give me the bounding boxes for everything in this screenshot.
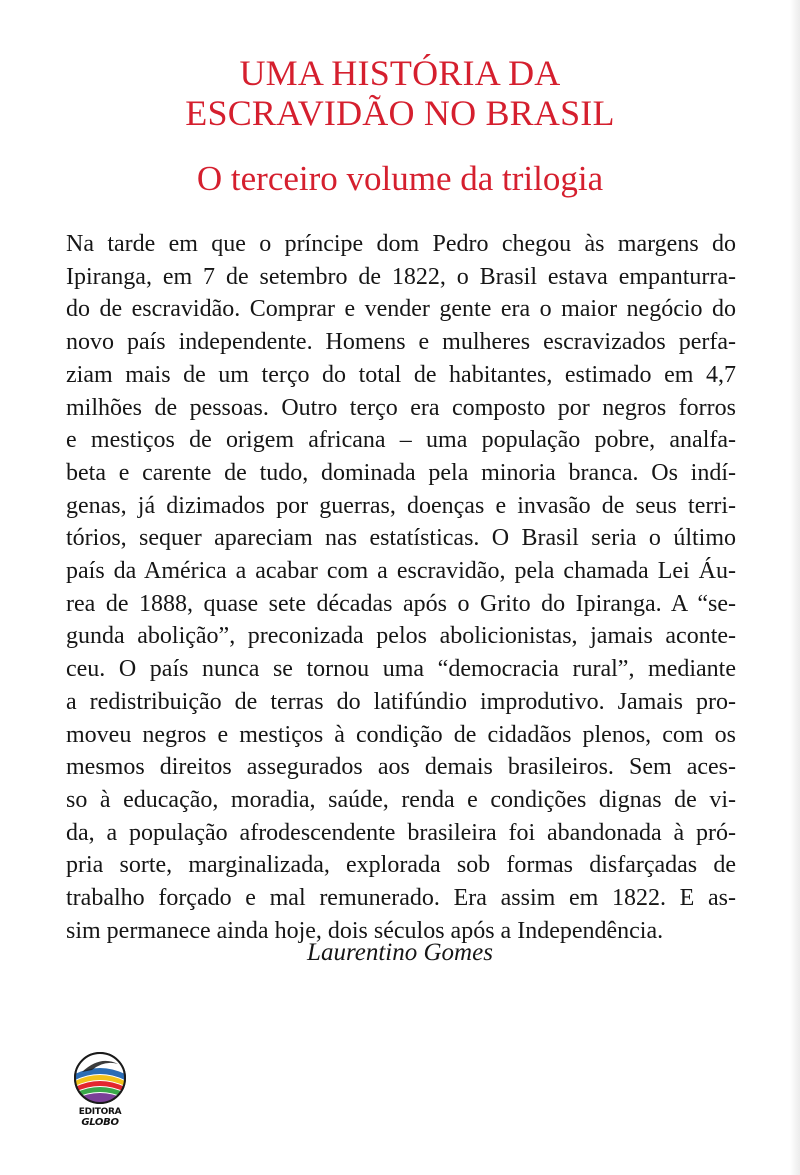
synopsis-line: beta e carente de tudo, dominada pela minoria branca. Os indí- [66,459,736,486]
synopsis-line: tórios, sequer apareciam nas estatísticas. O Brasil seria o último [66,525,736,552]
publisher-logo [72,1050,128,1130]
synopsis-line: trabalho forçado e mal remunerado. Era assim em 1822. E as- [66,885,736,912]
book-subtitle: O terceiro volume da trilogia [196,159,604,198]
publisher-name-line-2: GLOBO [81,1117,119,1128]
synopsis-line: so à educação, moradia, saúde, renda e condições dignas de vi- [66,786,736,813]
synopsis-line: ceu. O país nunca se tornou uma “democracia rural”, mediante [66,656,736,683]
synopsis-line: novo país independente. Homens e mulheres escravizados perfa- [66,329,736,356]
synopsis-line: Ipiranga, em 7 de setembro de 1822, o Brasil estava empanturra- [66,263,736,290]
synopsis-line: genas, já dizimados por guerras, doenças e invasão de seus terri- [66,492,736,519]
book-title-line-2: ESCRAVIDÃO NO BRASIL [185,93,615,133]
synopsis-line: da, a população afrodescendente brasileira foi abandonada à pró- [66,819,736,846]
synopsis-line: Na tarde em que o príncipe dom Pedro chegou às margens do [66,231,736,257]
synopsis-line: rea de 1888, quase sete décadas após o Grito do Ipiranga. A “se- [66,590,736,617]
synopsis-line: mesmos direitos assegurados aos demais brasileiros. Sem aces- [66,754,736,781]
book-title-line-1: UMA HISTÓRIA DA [239,53,561,93]
globe-logo-icon [72,1050,128,1108]
synopsis-line: a redistribuição de terras do latifúndio improdutivo. Jamais pro- [66,688,736,715]
synopsis-line: sim permanece ainda hoje, dois séculos após a Independência. [66,917,664,944]
synopsis-line: ziam mais de um terço do total de habitantes, estimado em 4,7 [66,361,736,388]
author-signature: Laurentino Gomes [307,939,493,966]
synopsis-line: e mestiços de origem africana – uma população pobre, analfa- [66,427,736,454]
synopsis-line: milhões de pessoas. Outro terço era composto por negros forros [66,394,736,421]
synopsis-line: pria sorte, marginalizada, explorada sob formas disfarçadas de [66,852,736,879]
publisher-name-line-1: EDITORA [78,1107,122,1117]
synopsis-line: país da América a acabar com a escravidão, pela chamada Lei Áu- [66,558,736,585]
book-title [0,53,800,133]
synopsis-line: moveu negros e mestiços à condição de cidadãos plenos, com os [66,721,736,748]
synopsis-line: do de escravidão. Comprar e vender gente era o maior negócio do [66,296,736,323]
synopsis-line: gunda abolição”, preconizada pelos abolicionistas, jamais aconte- [66,623,736,650]
synopsis-text [66,228,736,947]
